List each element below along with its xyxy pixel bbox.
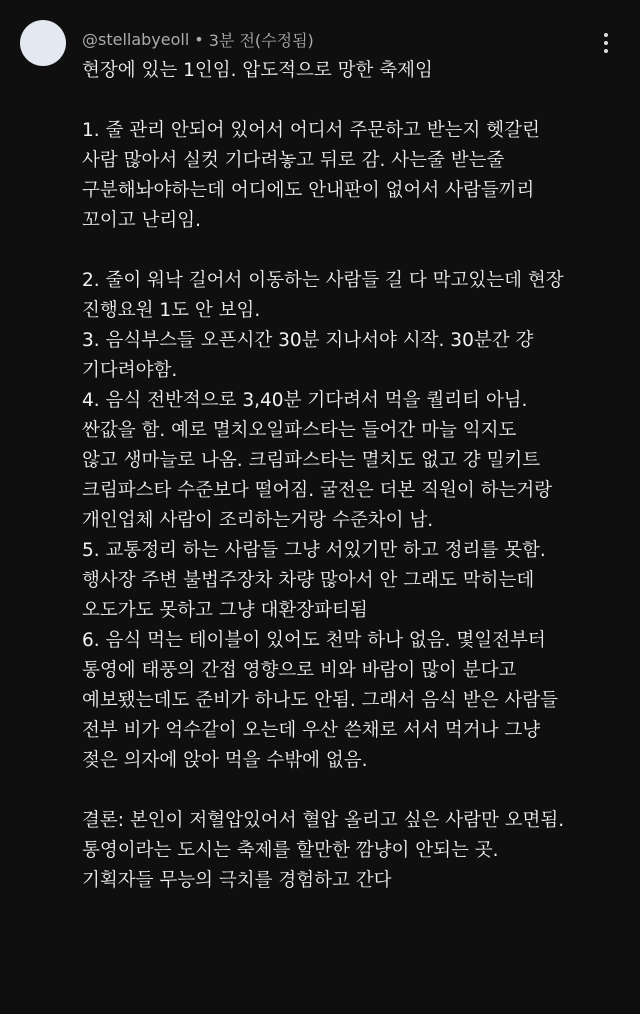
comment-line: 크림파스타 수준보다 떨어짐. 굴전은 더본 직원이 하는거랑: [82, 480, 553, 501]
timestamp[interactable]: 3분 전(수정됨): [208, 30, 314, 50]
comment-line: 진행요원 1도 안 보임.: [82, 300, 261, 321]
comment-line: 싼값을 함. 예로 멸치오일파스타는 들어간 마늘 익지도: [82, 420, 517, 441]
comment-line: 기다려야함.: [82, 360, 178, 381]
comment-line: [82, 236, 630, 266]
author-name[interactable]: @stellabyeoll: [82, 29, 190, 49]
comment-line: 결론: 본인이 저혈압있어서 혈압 올리고 싶은 사람만 오면됨.: [82, 810, 565, 831]
menu-dot: [604, 49, 608, 53]
comment-line: 예보됐는데도 준비가 하나도 안됨. 그래서 음식 받은 사람들: [82, 690, 558, 711]
comment-line: 5. 교통정리 하는 사람들 그냥 서있기만 하고 정리를 못함.: [82, 540, 546, 561]
comment-line: 1. 줄 관리 안되어 있어서 어디서 주문하고 받는지 헷갈린: [82, 120, 540, 141]
comment-text: [82, 56, 630, 896]
comment-line: 통영이라는 도시는 축제를 할만한 깜냥이 안되는 곳.: [82, 840, 499, 861]
menu-dot: [604, 33, 608, 37]
comment-line: 6. 음식 먹는 테이블이 있어도 천막 하나 없음. 몇일전부터: [82, 630, 546, 651]
comment-line: 사람 많아서 실컷 기다려놓고 뒤로 감. 사는줄 받는줄: [82, 150, 505, 171]
separator-dot: •: [194, 29, 204, 49]
comment-line: 4. 음식 전반적으로 3,40분 기다려서 먹을 퀄리티 아님.: [82, 390, 528, 411]
comment-line: 2. 줄이 워낙 길어서 이동하는 사람들 길 다 막고있는데 현장: [82, 270, 564, 291]
comment-line: 통영에 태풍의 간접 영향으로 비와 바람이 많이 분다고: [82, 660, 517, 681]
more-vert-icon[interactable]: [594, 28, 618, 58]
comment-line: 젖은 의자에 앉아 먹을 수밖에 없음.: [82, 750, 368, 771]
comment-line: 않고 생마늘로 나옴. 크림파스타는 멸치도 없고 걍 밀키트: [82, 450, 541, 471]
comment-line: [82, 776, 630, 806]
comment-line: 꼬이고 난리임.: [82, 210, 201, 231]
comment-line: [82, 86, 630, 116]
comment-line: 전부 비가 억수같이 오는데 우산 쓴채로 서서 먹거나 그냥: [82, 720, 541, 741]
comment-line: 행사장 주변 불법주장차 차량 많아서 안 그래도 막히는데: [82, 570, 535, 591]
comment-line: 기획자들 무능의 극치를 경험하고 간다: [82, 870, 392, 891]
comment-line: 구분해놔야하는데 어디에도 안내판이 없어서 사람들끼리: [82, 180, 535, 201]
comment-line: 3. 음식부스들 오픈시간 30분 지나서야 시작. 30분간 걍: [82, 330, 534, 351]
comment-line: 오도가도 못하고 그냥 대환장파티됨: [82, 600, 368, 621]
comment-header: [82, 26, 314, 52]
menu-dot: [604, 41, 608, 45]
avatar[interactable]: [20, 20, 66, 66]
comment-line: 현장에 있는 1인임. 압도적으로 망한 축제임: [82, 60, 433, 81]
comment-line: 개인업체 사람이 조리하는거랑 수준차이 남.: [82, 510, 434, 531]
